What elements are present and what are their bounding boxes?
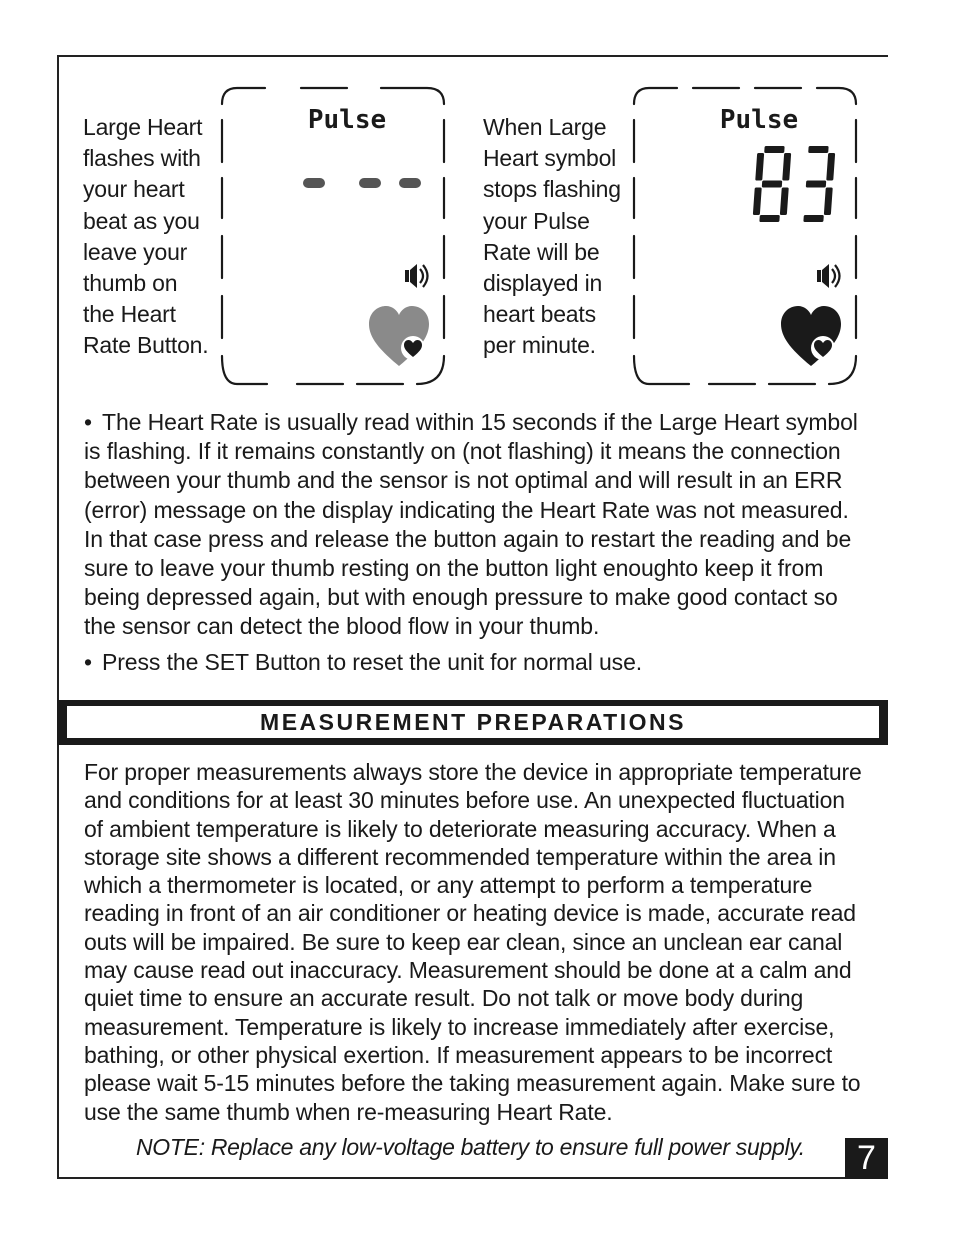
body-line: and conditions for at least 30 minutes before use. An unexpected fluctuation [84, 787, 845, 814]
pulse-label: Pulse [307, 105, 387, 135]
caption-line: per minute. [483, 332, 596, 359]
page-number: 7 [845, 1138, 888, 1179]
heart-icon [781, 306, 841, 366]
caption-line: stops flashing [483, 176, 621, 203]
caption-line: your Pulse [483, 207, 590, 234]
lcd-display-result [631, 84, 859, 390]
body-line: please wait 5-15 minutes before the taking measurement again. Make sure to [84, 1070, 861, 1097]
lcd-display-measuring [219, 84, 447, 390]
caption-line: your heart [83, 176, 185, 203]
caption-pulse-displayed [483, 112, 621, 362]
caption-line: flashes with [83, 145, 201, 172]
instruction-bullets [84, 408, 884, 677]
caption-line: beat as you [83, 207, 200, 234]
body-line: storage site shows a different recommended temperature within the area in [84, 843, 836, 870]
bullet-line: In that case press and release the button again to restart the reading and be [84, 525, 852, 552]
body-line: bathing, or other physical exertion. If measurement appears to be incorrect [84, 1041, 833, 1068]
caption-line: the Heart [83, 301, 176, 328]
caption-line: Rate will be [483, 238, 600, 265]
caption-line: heart beats [483, 301, 596, 328]
sound-icon [817, 264, 840, 288]
caption-line: displayed in [483, 270, 603, 297]
bullet-line [84, 648, 884, 677]
pulse-reading [752, 146, 835, 222]
bullet-line [84, 408, 884, 437]
bullet-line: the sensor can detect the blood flow in your thumb. [84, 613, 600, 640]
body-line: For proper measurements always store the device in appropriate temperature [84, 759, 862, 785]
bullet-line: sure to leave your thumb resting on the button light enoughto keep it from [84, 555, 824, 582]
body-line: reading in front of an air conditioner or heating device is made, accurate read [84, 900, 856, 927]
body-line: may cause read out inaccuracy. Measurement should be done at a calm and [84, 957, 852, 984]
heart-icon [369, 306, 429, 366]
body-line: outs will be impaired. Be sure to keep ear clean, since an unclean ear canal [84, 928, 843, 955]
body-line: which a thermometer is located, or any attempt to perform a temperature [84, 872, 813, 899]
page-frame-left [57, 55, 59, 1179]
pulse-label: Pulse [719, 105, 799, 135]
battery-note: NOTE: Replace any low-voltage battery to ensure full power supply. [136, 1134, 805, 1160]
page-frame-top [57, 55, 888, 57]
caption-line: Rate Button. [83, 332, 209, 359]
reading-dashes [303, 178, 421, 188]
body-line: quiet time to ensure an accurate result. Do not talk or move body during [84, 985, 804, 1012]
digit-3 [803, 146, 835, 222]
digit-8 [752, 146, 791, 222]
body-line: measurement. Temperature is likely to increase immediately after exercise, [84, 1013, 835, 1040]
bullet-item [84, 408, 884, 642]
bullet-text: The Heart Rate is usually read within 15 seconds if the Large Heart symbol [102, 409, 858, 435]
caption-line: leave your [83, 238, 188, 265]
caption-line: thumb on [83, 270, 178, 297]
body-line: of ambient temperature is likely to deteriorate measuring accuracy. When a [84, 815, 836, 842]
bullet-line: is flashing. If it remains constantly on (not flashing) it means the connection [84, 438, 841, 465]
body-line: use the same thumb when re-measuring Heart Rate. [84, 1098, 613, 1125]
bullet-dot: • [84, 409, 92, 435]
bullet-line: (error) message on the display indicating the Heart Rate was not measured. [84, 496, 849, 523]
caption-line: Large Heart [83, 114, 203, 140]
bullet-line: being depressed again, but with enough pressure to make good contact so [84, 584, 838, 611]
measurement-preparations-text [84, 758, 884, 1126]
bullet-dot: • [84, 648, 92, 675]
bullet-text: Press the SET Button to reset the unit for normal use. [102, 648, 643, 675]
caption-line: Heart symbol [483, 145, 617, 172]
bullet-line: between your thumb and the sensor is not optimal and will result in an ERR [84, 467, 843, 494]
caption-line: When Large [483, 114, 607, 140]
caption-flashing-heart [83, 112, 208, 362]
page-frame-bottom [57, 1177, 888, 1179]
sound-icon [405, 264, 428, 288]
section-title: MEASUREMENT PREPARATIONS [67, 706, 879, 738]
bullet-item [84, 648, 884, 677]
